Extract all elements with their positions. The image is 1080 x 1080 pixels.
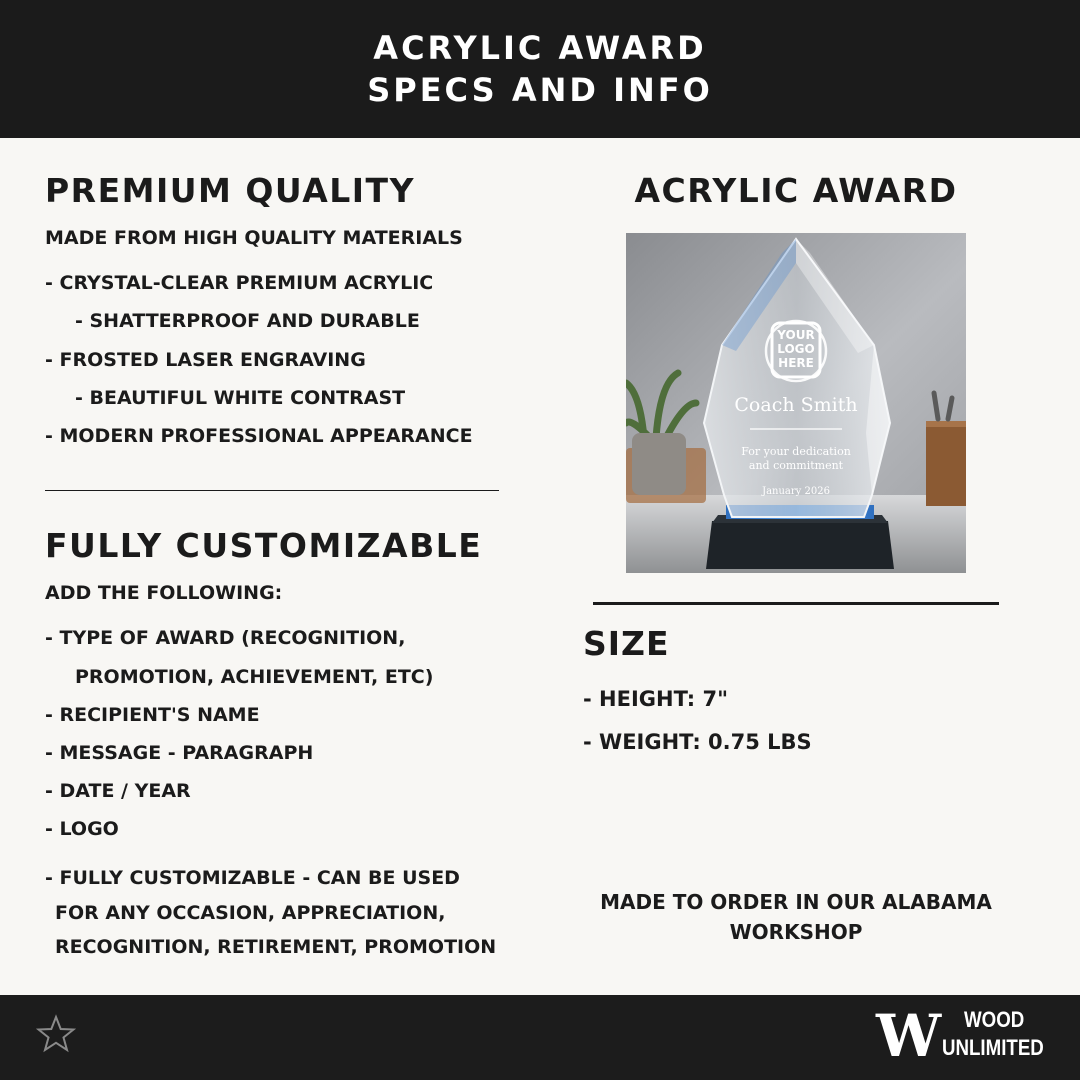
customizable-item: - TYPE OF AWARD (RECOGNITION, [45, 627, 406, 649]
premium-item: - FROSTED LASER ENGRAVING [45, 349, 366, 371]
star-outline-icon [36, 1014, 76, 1054]
customizable-note-line-3: RECOGNITION, RETIREMENT, PROMOTION [55, 936, 497, 958]
customizable-subtitle: ADD THE FOLLOWING: [45, 582, 283, 604]
engraving-logo-line: YOUR [777, 328, 815, 342]
customizable-note-line-1: - FULLY CUSTOMIZABLE - CAN BE USED [45, 867, 460, 889]
brand-logo-mark: W [876, 1002, 936, 1070]
engraving-name: Coach Smith [734, 394, 858, 416]
premium-subitem: - SHATTERPROOF AND DURABLE [75, 310, 420, 332]
brand-logo-word: UNLIMITED [942, 1035, 1044, 1060]
customizable-item: - DATE / YEAR [45, 780, 191, 802]
engraving-logo-line: HERE [778, 356, 814, 370]
right-divider [593, 602, 999, 605]
brand-logo [876, 1003, 1056, 1073]
customizable-item-continued: PROMOTION, ACHIEVEMENT, ETC) [75, 666, 434, 688]
customizable-item: - LOGO [45, 818, 119, 840]
customizable-item: - RECIPIENT'S NAME [45, 704, 260, 726]
customizable-item: - MESSAGE - PARAGRAPH [45, 742, 314, 764]
made-to-order-line-2: WORKSHOP [729, 920, 863, 944]
header-title-line-2: SPECS AND INFO [367, 71, 713, 109]
engraving-message-line: For your dedication [741, 445, 851, 458]
brand-logo-word: WOOD [964, 1007, 1025, 1032]
fully-customizable-heading: FULLY CUSTOMIZABLE [45, 526, 483, 565]
premium-item: - MODERN PROFESSIONAL APPEARANCE [45, 425, 473, 447]
customizable-note-line-2: FOR ANY OCCASION, APPRECIATION, [55, 902, 446, 924]
premium-quality-subtitle: MADE FROM HIGH QUALITY MATERIALS [45, 227, 463, 249]
product-photo [626, 233, 966, 573]
engraving-logo-line: LOGO [777, 342, 815, 356]
engraving-date: January 2026 [762, 486, 830, 497]
header-banner [0, 0, 1080, 138]
footer-bar [0, 995, 1080, 1080]
left-divider [45, 490, 499, 491]
premium-quality-heading: PREMIUM QUALITY [45, 171, 415, 210]
premium-subitem: - BEAUTIFUL WHITE CONTRAST [75, 387, 406, 409]
size-height: - HEIGHT: 7" [583, 687, 729, 711]
size-heading: SIZE [583, 624, 670, 663]
engraving-message-line: and commitment [748, 459, 844, 472]
size-weight: - WEIGHT: 0.75 LBS [583, 730, 812, 754]
product-heading: ACRYLIC AWARD [634, 171, 958, 210]
premium-item: - CRYSTAL-CLEAR PREMIUM ACRYLIC [45, 272, 434, 294]
made-to-order-line-1: MADE TO ORDER IN OUR ALABAMA [600, 890, 992, 914]
header-title-line-1: ACRYLIC AWARD [373, 29, 707, 67]
